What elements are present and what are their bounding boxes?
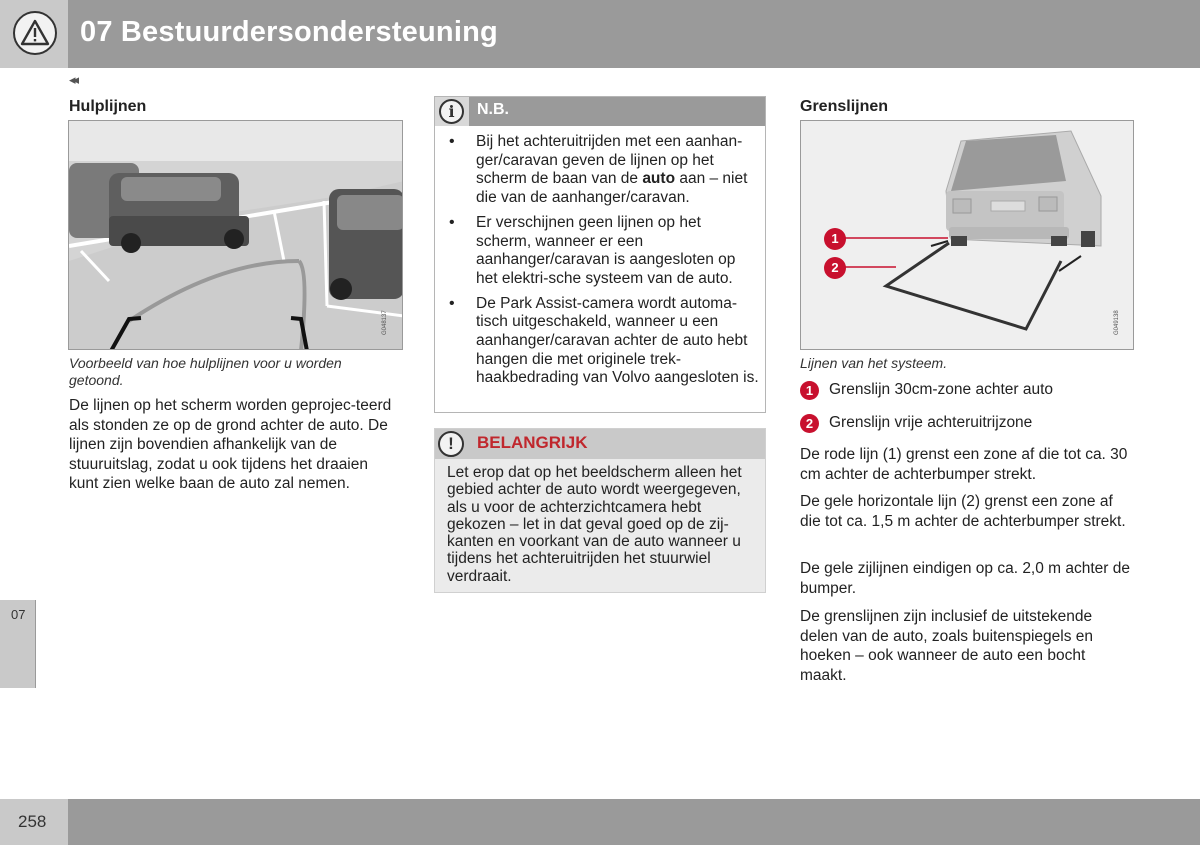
list-item: • Er verschijnen geen lijnen op het scherm, wanneer er een aanhanger/caravan is aangesloten op het elektri-sche systeem van de auto. — [449, 214, 759, 289]
section-heading-hulplijnen: Hulplijnen — [69, 98, 147, 115]
body-paragraph: De grenslijnen zijn inclusief de uitstekende delen van de auto, zoals buitenspiegels en hoeken – ook wanneer de auto een bocht maakt. — [800, 608, 1093, 684]
note-list — [449, 133, 759, 394]
callout-1: 1 — [824, 228, 846, 250]
chapter-tab-label: 07 — [11, 607, 26, 622]
guide-lines-figure — [68, 120, 403, 350]
warning-triangle-icon — [13, 11, 57, 55]
body-paragraph: De lijnen op het scherm worden geprojec-teerd als stonden ze op de grond achter de auto. De lijnen zijn bovendien afhankelijk van de stuuruitslag, zodat u ook tijdens het draaien kunt zien welke baan de auto zal nemen. — [69, 397, 392, 492]
figure-caption: Lijnen van het systeem. — [800, 355, 948, 371]
list-item: • De Park Assist-camera wordt automa-tisch uitgeschakeld, wanneer u een aanhanger/caravan achter de auto hebt hangen die met originele trek-haakbedrading van Volvo aangesloten is. — [449, 295, 759, 389]
figure-caption: Voorbeeld van hoe hulplijnen voor u worden getoond. — [69, 355, 342, 388]
important-title: BELANGRIJK — [477, 433, 588, 452]
figure-code: G049138 — [1114, 310, 1120, 335]
callout-badge: 1 — [800, 381, 819, 400]
callout-2: 2 — [824, 257, 846, 279]
body-paragraph: De rode lijn (1) grenst een zone af die tot ca. 30 cm achter de achterbumper strekt. — [800, 446, 1128, 483]
figure-code: G048137 — [382, 310, 388, 335]
important-text: Let erop dat op het beeldscherm alleen het gebied achter de auto wordt weergegeven, als u voor de achterzichtcamera hebt gekozen – let in dat geval goed op de zij-kanten en voorkant van de auto wanneer u tijdens het achteruitrijden het stuurwiel verdraait. — [447, 464, 742, 585]
back-arrows-icon[interactable]: ◂◂ — [69, 72, 77, 87]
page-title: 07 Bestuurdersondersteuning — [80, 16, 498, 48]
note-title: N.B. — [477, 101, 509, 118]
bold-term: auto — [642, 170, 676, 188]
header-icon-area — [0, 0, 68, 68]
note-header — [435, 97, 765, 126]
body-paragraph: De gele zijlijnen eindigen op ca. 2,0 m achter de bumper. — [800, 560, 1131, 597]
list-item: • Bij het achteruitrijden met een aanhan-ger/caravan geven de lijnen op het scherm de baan van de auto aan – niet die van de aanhanger/caravan. — [449, 133, 759, 208]
body-paragraph: De gele horizontale lijn (2) grenst een zone af die tot ca. 1,5 m achter de achterbumper strekt. — [800, 493, 1126, 530]
important-header — [435, 429, 765, 459]
important-box — [434, 428, 766, 593]
callout-badge: 2 — [800, 414, 819, 433]
page-number-box — [0, 799, 68, 845]
page-number: 258 — [18, 812, 47, 831]
note-box — [434, 96, 766, 413]
boundary-lines-figure — [800, 120, 1134, 350]
chapter-tab[interactable] — [0, 600, 36, 688]
info-icon: i — [439, 99, 464, 124]
section-heading-grenslijnen: Grenslijnen — [800, 98, 889, 115]
exclamation-icon: ! — [438, 431, 464, 457]
page-footer — [0, 799, 1200, 845]
